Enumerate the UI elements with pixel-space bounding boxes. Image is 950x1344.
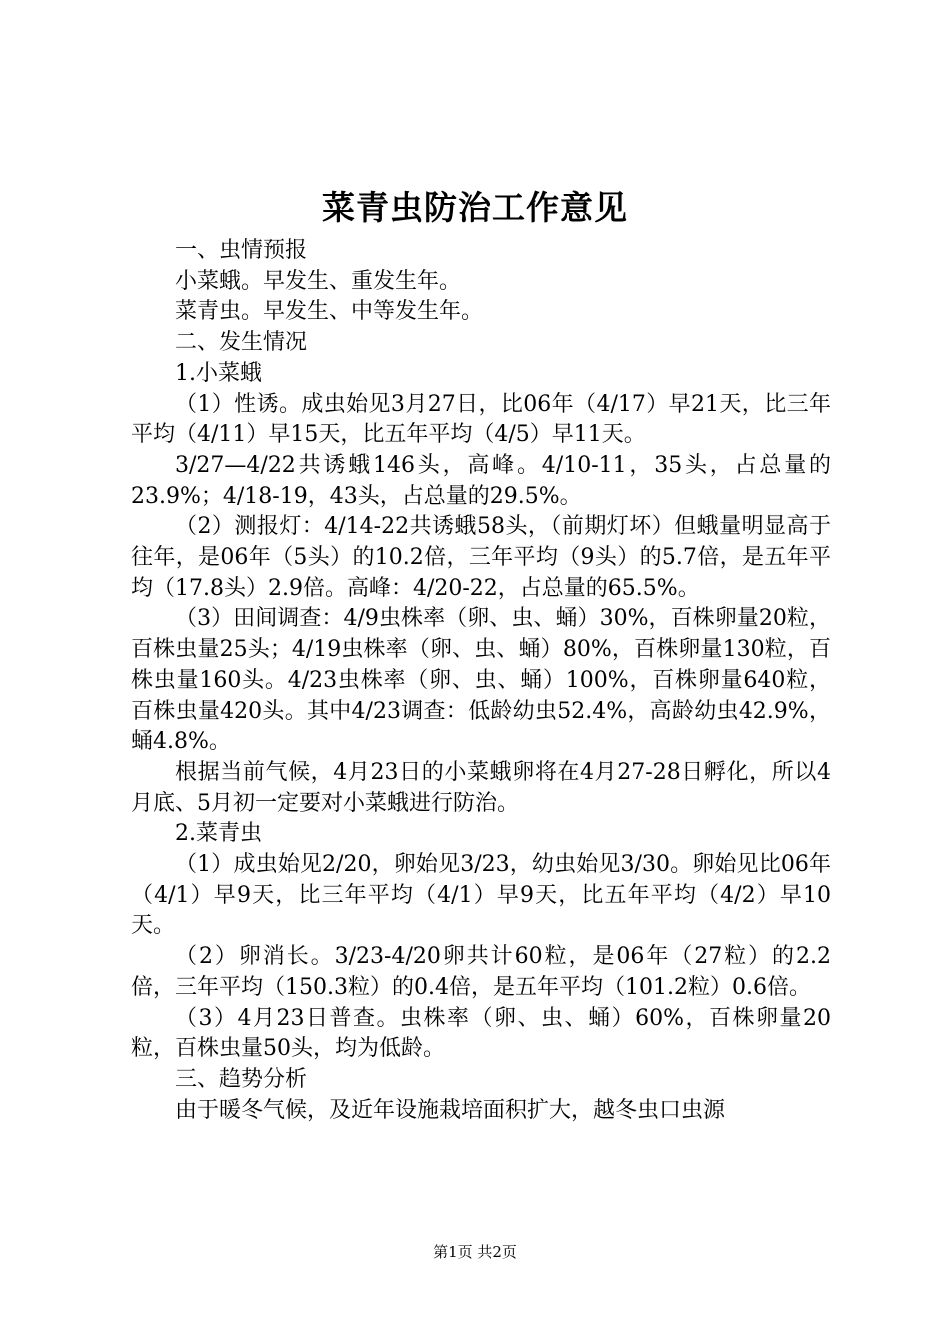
subheading-cabbage-worm: 2.菜青虫 [175, 821, 262, 847]
paragraph: 小菜蛾。早发生、重发生年。 [175, 268, 462, 294]
document-title: 菜青虫防治工作意见 [322, 188, 628, 227]
paragraph: （1）成虫始见2/20，卵始见3/23，幼虫始见3/30。卵始见比06年（4/1）早9天，比三年平均（4/1）早9天，比五年平均（4/2）早10天。 [131, 852, 831, 939]
heading-trend-analysis: 三、趋势分析 [175, 1066, 308, 1092]
paragraph: （2）测报灯：4/14-22共诱蛾58头，（前期灯坏）但蛾量明显高于往年，是06年（5头）的10.2倍，三年平均（9头）的5.7倍，是五年平均（17.8头）2.9倍。高峰：4/20-22，占总量的65.5%。 [131, 514, 831, 601]
paragraph: 根据当前气候，4月23日的小菜蛾卵将在4月27-28日孵化，所以4月底、5月初一定要对小菜蛾进行防治。 [131, 759, 831, 816]
paragraph: （3）田间调查：4/9虫株率（卵、虫、蛹）30%，百株卵量20粒，百株虫量25头；4/19虫株率（卵、虫、蛹）80%，百株卵量130粒，百株虫量160头。4/23虫株率（卵、虫、蛹）100%，百株卵量640粒，百株虫量420头。其中4/23调查：低龄幼虫52.4%，高龄幼虫42.9%，蛹4.8%。 [131, 606, 831, 755]
page-footer [0, 1242, 950, 1262]
document-body [131, 236, 831, 1126]
paragraph: 3/27—4/22共诱蛾146头，高峰。4/10-11，35头，占总量的23.9%；4/18-19，43头，占总量的29.5%。 [131, 452, 831, 509]
paragraph: 由于暖冬气候，及近年设施栽培面积扩大，越冬虫口虫源 [175, 1097, 726, 1123]
page-indicator: 第1页 共2页 [433, 1243, 517, 1261]
paragraph: （1）性诱。成虫始见3月27日，比06年（4/17）早21天，比三年平均（4/11）早15天，比五年平均（4/5）早11天。 [131, 391, 831, 448]
paragraph: （3）4月23日普查。虫株率（卵、虫、蛹）60%，百株卵量20粒，百株虫量50头，均为低龄。 [131, 1005, 831, 1062]
heading-forecast: 一、虫情预报 [175, 238, 308, 263]
paragraph: （2）卵消长。3/23-4/20卵共计60粒，是06年（27粒）的2.2倍，三年平均（150.3粒）的0.4倍，是五年平均（101.2粒）0.6倍。 [131, 944, 831, 1000]
paragraph: 菜青虫。早发生、中等发生年。 [175, 299, 484, 325]
subheading-diamondback-moth: 1.小菜蛾 [175, 360, 262, 386]
heading-occurrence: 二、发生情况 [175, 330, 308, 356]
